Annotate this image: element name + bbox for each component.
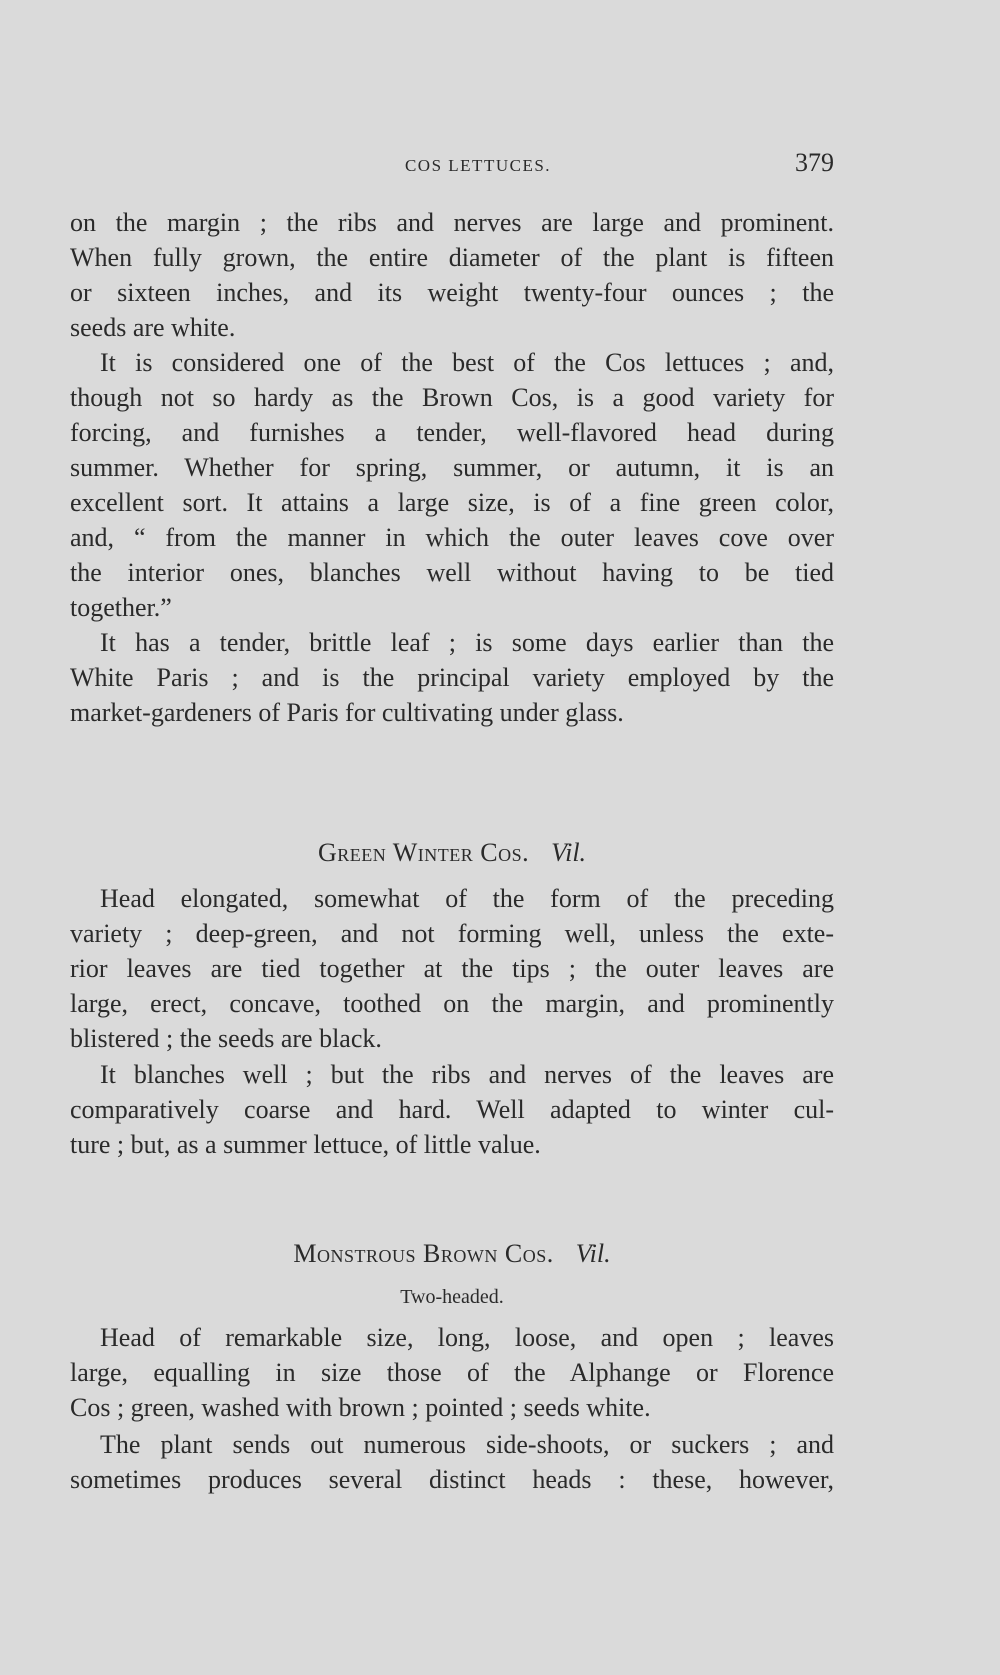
text-line: though not so hardy as the Brown Cos, is a good variety for [70, 383, 834, 412]
text-line: rior leaves are tied together at the tips ; the outer leaves are [70, 954, 834, 983]
section-heading [70, 837, 834, 869]
text-line: White Paris ; and is the principal variety employed by the [70, 663, 834, 692]
text-line: the interior ones, blanches well without having to be tied [70, 558, 834, 587]
text-line: together.” [70, 593, 172, 622]
text-line: seeds are white. [70, 313, 236, 342]
section-authority: Vil. [575, 1239, 611, 1268]
text-line: ture ; but, as a summer lettuce, of little value. [70, 1130, 541, 1159]
text-line: large, erect, concave, toothed on the margin, and prominently [70, 989, 834, 1018]
text-line: on the margin ; the ribs and nerves are large and prominent. [70, 208, 834, 237]
section-subtitle: Two-headed. [400, 1286, 504, 1308]
section-title: Monstrous Brown Cos. [293, 1239, 554, 1268]
page-header [70, 148, 834, 182]
text-line: variety ; deep-green, and not forming well, unless the exte- [70, 919, 834, 948]
text-line: When fully grown, the entire diameter of the plant is fifteen [70, 243, 834, 272]
text-line: summer. Whether for spring, summer, or autumn, it is an [70, 453, 834, 482]
text-line: sometimes produces several distinct heads : these, however, [70, 1465, 834, 1494]
section-authority: Vil. [551, 838, 587, 867]
text-line: The plant sends out numerous side-shoots, or suckers ; and [100, 1430, 834, 1459]
text-line: It is considered one of the best of the Cos lettuces ; and, [100, 348, 834, 377]
running-title: COS LETTUCES. [404, 156, 552, 175]
text-line: Head of remarkable size, long, loose, and open ; leaves [100, 1323, 834, 1352]
text-line: excellent sort. It attains a large size, is of a fine green color, [70, 488, 834, 517]
text-line: It has a tender, brittle leaf ; is some days earlier than the [100, 628, 834, 657]
text-line: large, equalling in size those of the Alphange or Florence [70, 1358, 834, 1387]
text-line: and, “ from the manner in which the outer leaves cove over [70, 523, 834, 552]
text-line: Head elongated, somewhat of the form of the preceding [100, 884, 834, 913]
section-heading [70, 1238, 834, 1270]
text-line: comparatively coarse and hard. Well adapted to winter cul- [70, 1095, 834, 1124]
page-number: 379 [795, 148, 834, 177]
text-line: blistered ; the seeds are black. [70, 1024, 382, 1053]
text-line: Cos ; green, washed with brown ; pointed ; seeds white. [70, 1393, 651, 1422]
text-line: or sixteen inches, and its weight twenty-four ounces ; the [70, 278, 834, 307]
text-line: It blanches well ; but the ribs and nerves of the leaves are [100, 1060, 834, 1089]
text-line: forcing, and furnishes a tender, well-flavored head during [70, 418, 834, 447]
section-title: Green Winter Cos. [317, 838, 530, 867]
text-line: market-gardeners of Paris for cultivating under glass. [70, 698, 624, 727]
